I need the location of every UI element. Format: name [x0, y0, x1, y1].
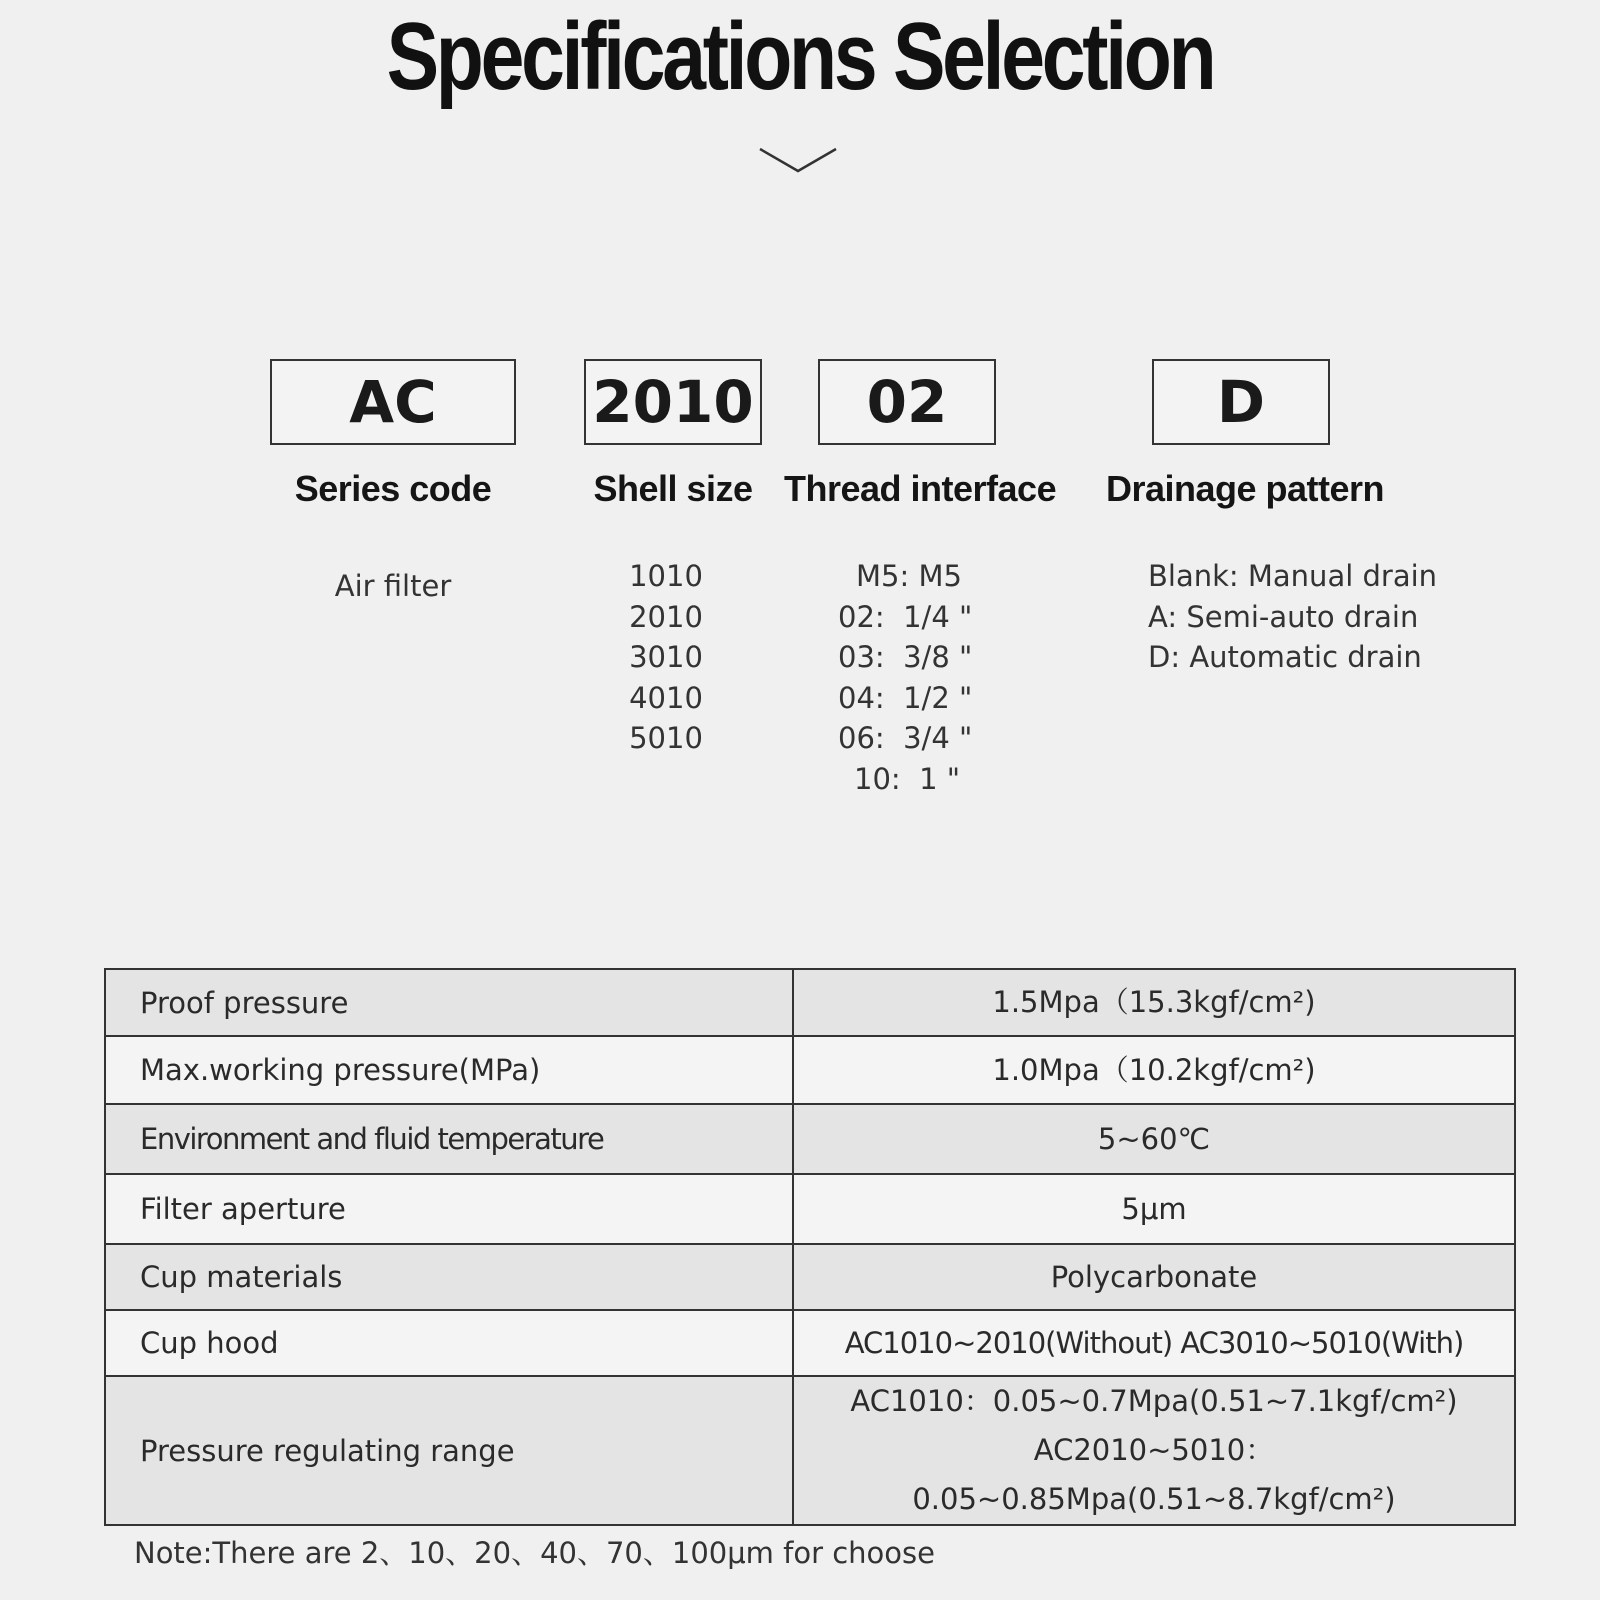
option-item: 2010	[629, 599, 703, 634]
shell-size-options	[584, 556, 748, 759]
drainage-pattern-box: D	[1152, 359, 1330, 445]
spec-label: Environment and fluid temperature	[105, 1104, 793, 1174]
table-row	[105, 1244, 1515, 1310]
page-title: Specifications Selection	[386, 3, 1214, 110]
table-row	[105, 1174, 1515, 1244]
option-item: 3010	[629, 640, 703, 674]
option-item: Blank: Manual drain	[1148, 559, 1438, 593]
option-item: 04: 1/2 "	[838, 680, 973, 715]
spec-value: AC1010：0.05~0.7Mpa(0.51~7.1kgf/cm²) AC2010~5010：0.05~0.85Mpa(0.51~8.7kgf/cm²)	[793, 1376, 1515, 1525]
spec-label: Cup materials	[105, 1244, 793, 1310]
table-row	[105, 1104, 1515, 1174]
thread-interface-options	[838, 556, 972, 799]
option-item: 4010	[629, 680, 703, 715]
spec-label: Pressure regulating range	[105, 1376, 793, 1525]
spec-value: 5μm	[793, 1174, 1515, 1244]
spec-label: Cup hood	[105, 1310, 793, 1376]
table-row	[105, 1376, 1515, 1525]
table-row	[105, 969, 1515, 1036]
thread-interface-box: 02	[818, 359, 996, 445]
shell-size-label: Shell size	[593, 468, 753, 509]
option-item: 06: 3/4 "	[838, 721, 973, 755]
option-item: 1010	[629, 559, 703, 593]
table-row	[105, 1036, 1515, 1104]
option-item: 5010	[629, 721, 703, 755]
spec-value: Polycarbonate	[793, 1244, 1515, 1310]
footnote: Note:There are 2、10、20、40、70、100μm for choose	[134, 1536, 935, 1570]
spec-label: Filter aperture	[105, 1174, 793, 1244]
spec-value: 1.5Mpa（15.3kgf/cm²)	[793, 969, 1515, 1036]
spec-value: 5~60℃	[793, 1104, 1515, 1174]
shell-size-box: 2010	[584, 359, 762, 445]
table-row	[105, 1310, 1515, 1376]
series-code-options	[270, 566, 516, 607]
option-item: 03: 3/8 "	[838, 640, 973, 674]
spec-label: Proof pressure	[105, 969, 793, 1036]
series-code-label: Series code	[294, 468, 492, 509]
option-item: 02: 1/4 "	[838, 599, 973, 634]
spec-value: 1.0Mpa（10.2kgf/cm²)	[793, 1036, 1515, 1104]
spec-table	[104, 968, 1516, 1526]
option-item: A: Semi-auto drain	[1148, 599, 1419, 634]
option-item: M5: M5	[856, 559, 962, 593]
drainage-pattern-options	[1148, 556, 1437, 678]
spec-label: Max.working pressure(MPa)	[105, 1036, 793, 1104]
option-item: Air filter	[334, 569, 452, 603]
thread-interface-label: Thread interface	[784, 468, 1057, 509]
option-item: D: Automatic drain	[1148, 640, 1422, 674]
chevron-down-icon	[758, 145, 838, 175]
option-item: 10: 1 "	[854, 761, 961, 796]
spec-value: AC1010~2010(Without) AC3010~5010(With)	[793, 1310, 1515, 1376]
drainage-pattern-label: Drainage pattern	[1105, 468, 1385, 509]
series-code-box: AC	[270, 359, 516, 445]
